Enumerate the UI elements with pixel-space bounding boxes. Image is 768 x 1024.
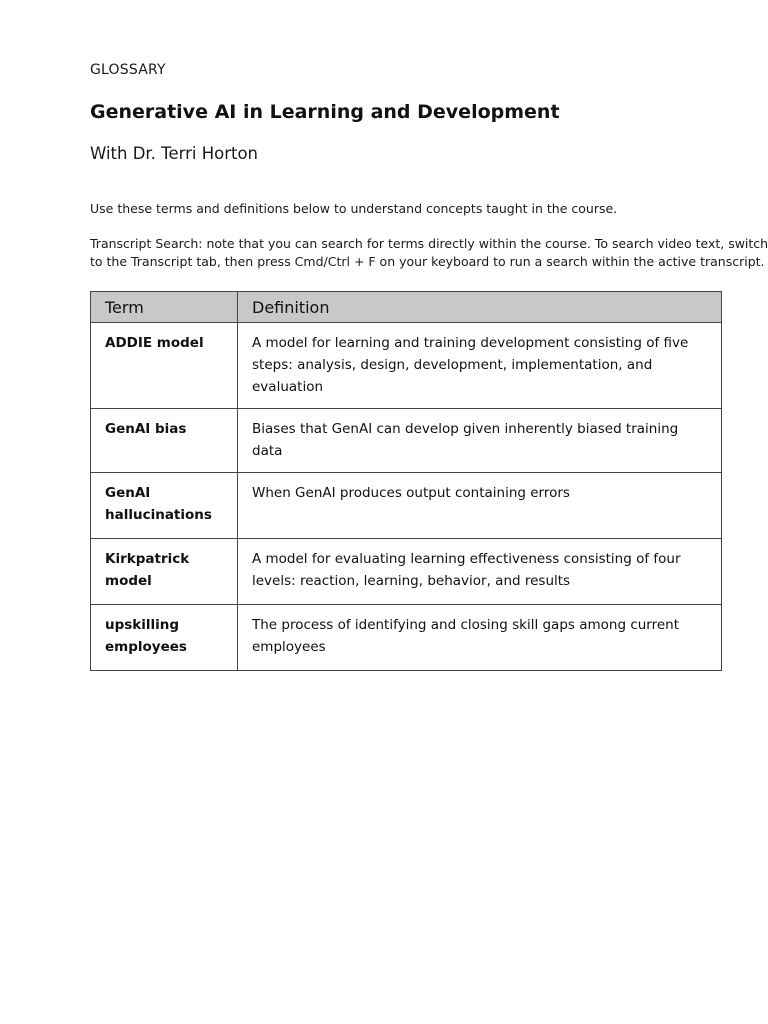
- glossary-table: [90, 291, 722, 671]
- transcript-search-note: [90, 235, 768, 271]
- document-label: GLOSSARY: [90, 62, 166, 78]
- table-row: [91, 539, 722, 605]
- table-row: [91, 605, 722, 671]
- search-note-line: Transcript Search: note that you can search for terms directly within the course. To search video text, switch: [90, 236, 768, 251]
- document-subtitle: With Dr. Terri Horton: [90, 144, 259, 163]
- table-row: [91, 473, 722, 539]
- table-row: [91, 323, 722, 409]
- table-row: [91, 409, 722, 473]
- term-cell: GenAI hallucinations: [91, 473, 238, 539]
- intro-paragraph: Use these terms and definitions below to understand concepts taught in the course.: [90, 201, 618, 216]
- table-header-row: [91, 292, 722, 323]
- term-cell: upskilling employees: [91, 605, 238, 671]
- definition-cell: Biases that GenAI can develop given inherently biased training data: [238, 409, 722, 473]
- document-title: Generative AI in Learning and Development: [90, 101, 560, 123]
- definition-cell: A model for learning and training development consisting of five steps: analysis, design, development, implementation, and evaluation: [238, 323, 722, 409]
- definition-cell: A model for evaluating learning effectiveness consisting of four levels: reaction, learning, behavior, and results: [238, 539, 722, 605]
- term-cell: ADDIE model: [91, 323, 238, 409]
- header-term: Term: [91, 292, 238, 323]
- term-cell: Kirkpatrick model: [91, 539, 238, 605]
- term-cell: GenAI bias: [91, 409, 238, 473]
- search-note-line: to the Transcript tab, then press Cmd/Ctrl + F on your keyboard to run a search within the active transcript.: [90, 254, 765, 269]
- header-definition: Definition: [238, 292, 722, 323]
- definition-cell: When GenAI produces output containing errors: [238, 473, 722, 539]
- definition-cell: The process of identifying and closing skill gaps among current employees: [238, 605, 722, 671]
